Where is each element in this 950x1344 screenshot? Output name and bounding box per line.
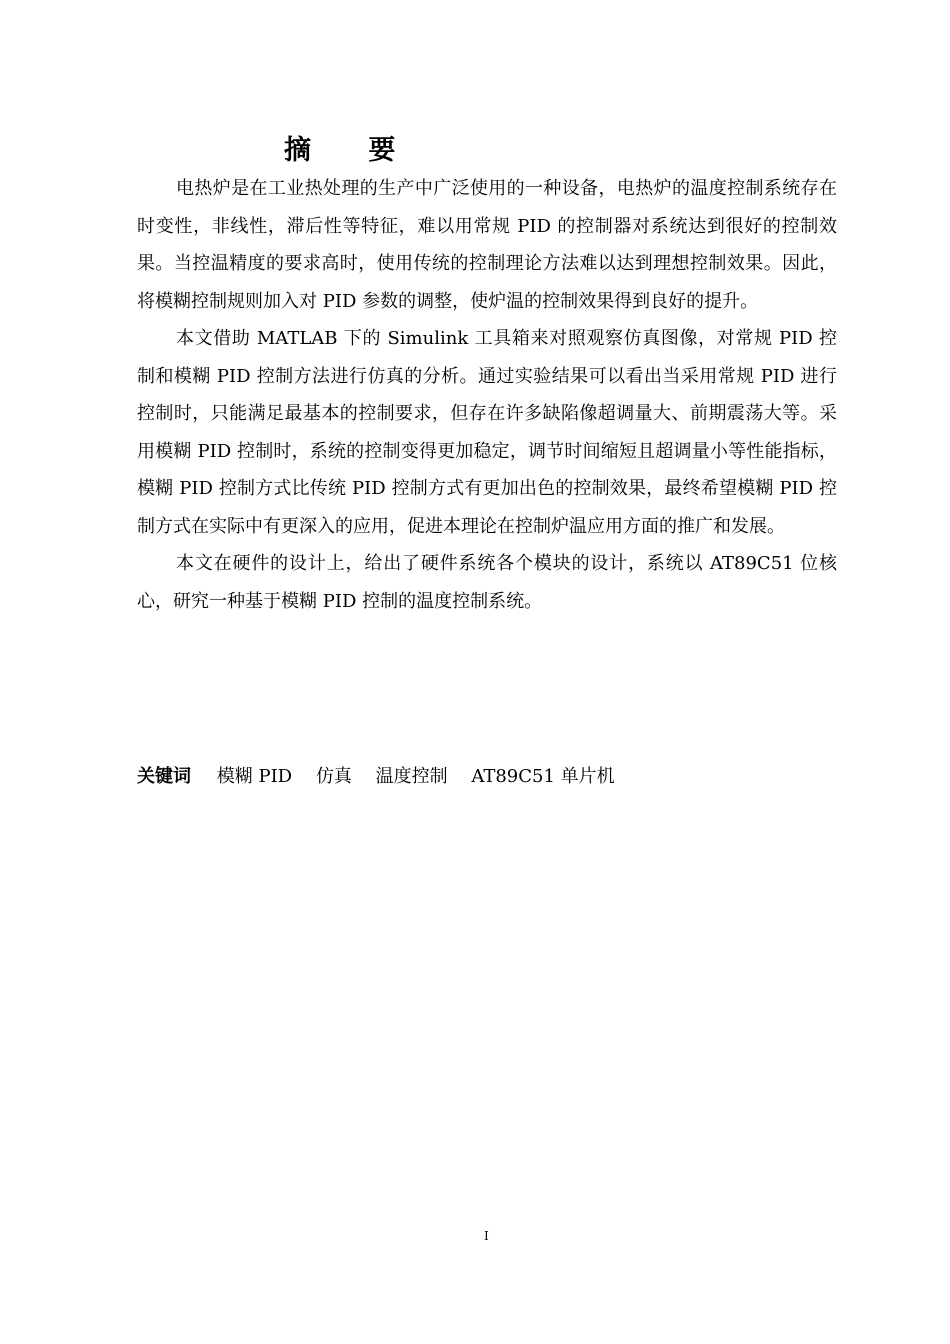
keyword-item: 模糊 PID [216,766,293,787]
abstract-body [137,170,837,620]
keywords-line [137,762,633,792]
abstract-paragraph-3: 本文在硬件的设计上，给出了硬件系统各个模块的设计，系统以 AT89C51 位核心，研究一种基于模糊 PID 控制的温度控制系统。 [137,553,837,612]
keyword-item: 温度控制 [375,766,448,787]
keywords-label: 关键词 [137,766,191,787]
keyword-item: 仿真 [315,766,352,787]
abstract-paragraph-1: 电热炉是在工业热处理的生产中广泛使用的一种设备，电热炉的温度控制系统存在时变性，非线性，滞后性等特征，难以用常规 PID 的控制器对系统达到很好的控制效果。当控温精度的要求高时，使用传统的控制理论方法难以达到理想控制效果。因此，将模糊控制规则加入对 PID 参数的调整，使炉温的控制效果得到良好的提升。 [137,178,837,312]
page-number: I [484,1229,489,1243]
abstract-title: 摘 要 [284,135,420,166]
keyword-item: AT89C51 单片机 [471,766,615,787]
abstract-paragraph-2: 本文借助 MATLAB 下的 Simulink 工具箱来对照观察仿真图像，对常规 PID 控制和模糊 PID 控制方法进行仿真的分析。通过实验结果可以看出当采用常规 PID 进行控制时，只能满足最基本的控制要求，但存在许多缺陷像超调量大、前期震荡大等。采用模糊 PID 控制时，系统的控制变得更加稳定，调节时间缩短且超调量小等性能指标，模糊 PID 控制方式比传统 PID 控制方式有更加出色的控制效果，最终希望模糊 PID 控制方式在实际中有更深入的应用，促进本理论在控制炉温应用方面的推广和发展。 [137,328,837,537]
